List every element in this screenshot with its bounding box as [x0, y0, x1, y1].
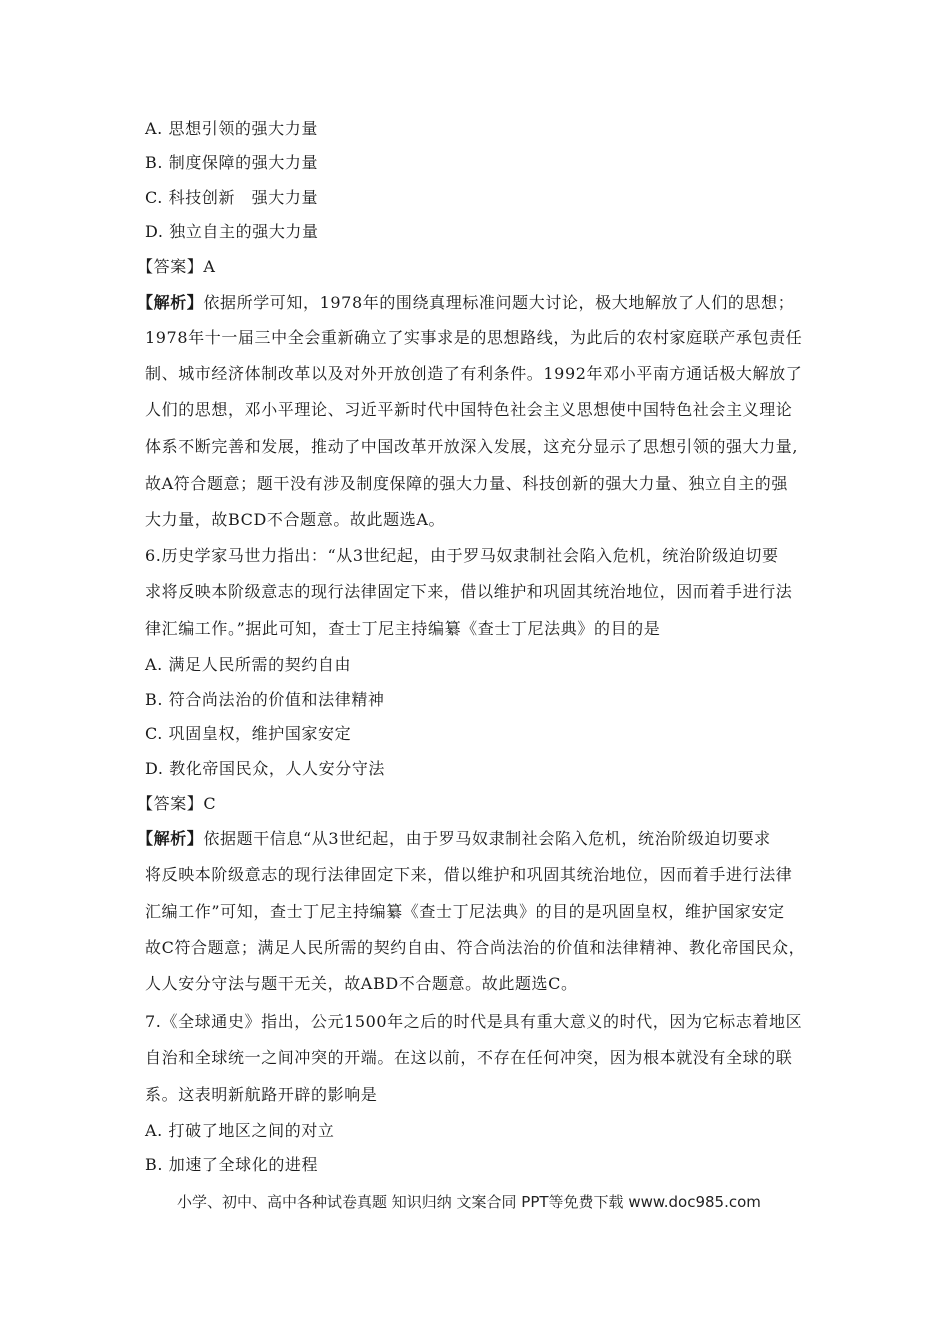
analysis-text: 依据所学可知，1978年的围绕真理标准问题大讨论，极大地解放了人们的思想； — [203, 293, 795, 312]
q7-stem-line-2: 自治和全球统一之间冲突的开端。在这以前，不存在任何冲突，因为根本就没有全球的联 — [145, 1048, 793, 1067]
analysis-text: 依据题干信息“从3世纪起，由于罗马奴隶制社会陷入危机，统治阶级迫切要求 — [203, 829, 771, 848]
answer-tag: 【答案】 — [137, 257, 204, 276]
q6-analysis-line-3: 汇编工作”可知，查士丁尼主持编纂《查士丁尼法典》的目的是巩固皇权，维护国家安定 — [145, 902, 785, 921]
q5-option-a: A. 思想引领的强大力量 — [145, 119, 318, 138]
q6-option-b: B. 符合尚法治的价值和法律精神 — [145, 690, 385, 709]
q6-option-c: C. 巩固皇权，维护国家安定 — [145, 724, 352, 743]
answer-value: C — [203, 794, 217, 813]
q5-analysis-line-4: 人们的思想，邓小平理论、习近平新时代中国特色社会主义思想使中国特色社会主义理论 — [145, 400, 793, 419]
q5-analysis-line-6: 故A符合题意；题干没有涉及制度保障的强大力量、科技创新的强大力量、独立自主的强 — [145, 474, 788, 493]
q5-analysis-line-3: 制、城市经济体制改革以及对外开放创造了有利条件。1992年邓小平南方通话极大解放了 — [145, 364, 803, 383]
analysis-tag: 【解析】 — [137, 293, 204, 312]
q5-analysis-line-5: 体系不断完善和发展，推动了中国改革开放深入发展，这充分显示了思想引领的强大力量, — [145, 437, 799, 456]
q6-stem-line-3: 律汇编工作。”据此可知，查士丁尼主持编纂《查士丁尼法典》的目的是 — [145, 619, 661, 638]
q6-option-a: A. 满足人民所需的契约自由 — [145, 655, 352, 674]
q6-stem-line-1: 6.历史学家马世力指出：“从3世纪起，由于罗马奴隶制社会陷入危机，统治阶级迫切要 — [145, 546, 779, 565]
answer-value: A — [203, 257, 216, 276]
q6-analysis-line-5: 人人安分守法与题干无关，故ABD不合题意。故此题选C。 — [145, 974, 578, 993]
q7-stem-line-1: 7.《全球通史》指出，公元1500年之后的时代是具有重大意义的时代，因为它标志着地区 — [145, 1012, 803, 1031]
analysis-tag: 【解析】 — [137, 829, 204, 848]
q5-analysis-line-2: 1978年十一届三中全会重新确立了实事求是的思想路线，为此后的农村家庭联产承包责任 — [145, 328, 803, 347]
q6-answer — [137, 794, 216, 814]
q6-option-d: D. 教化帝国民众，人人安分守法 — [145, 759, 386, 778]
q6-stem-line-2: 求将反映本阶级意志的现行法律固定下来，借以维护和巩固其统治地位，因而着手进行法 — [145, 582, 793, 601]
q5-analysis-line-7: 大力量，故BCD不合题意。故此题选A。 — [145, 510, 446, 529]
q6-analysis-line-4: 故C符合题意；满足人民所需的契约自由、符合尚法治的价值和法律精神、教化帝国民众， — [145, 938, 806, 957]
q7-option-b: B. 加速了全球化的进程 — [145, 1155, 319, 1174]
q7-option-a: A. 打破了地区之间的对立 — [145, 1121, 335, 1140]
q6-analysis-line-1 — [137, 829, 771, 849]
q7-stem-line-3: 系。这表明新航路开辟的影响是 — [145, 1085, 378, 1104]
q5-option-d: D. 独立自主的强大力量 — [145, 222, 319, 241]
q5-answer — [137, 257, 216, 277]
q5-option-b: B. 制度保障的强大力量 — [145, 153, 319, 172]
q6-analysis-line-2: 将反映本阶级意志的现行法律固定下来，借以维护和巩固其统治地位，因而着手进行法律 — [145, 865, 793, 884]
answer-tag: 【答案】 — [137, 794, 204, 813]
q5-analysis-line-1 — [137, 293, 794, 313]
page-footer: 小学、初中、高中各种试卷真题 知识归纳 文案合同 PPT等免费下载 www.doc985.com — [177, 1193, 761, 1211]
q5-option-c: C. 科技创新 强大力量 — [145, 188, 319, 207]
